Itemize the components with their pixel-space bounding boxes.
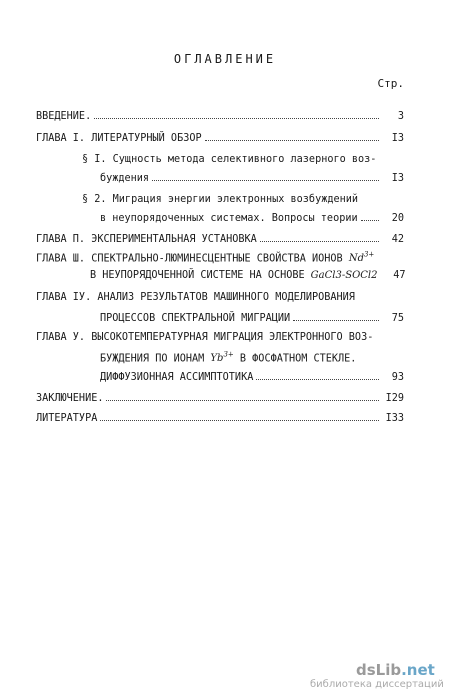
toc-label: ГЛАВА Ш. СПЕКТРАЛЬНО-ЛЮМИНЕСЦЕНТНЫЕ СВОЙСТВА ИОНОВ	[36, 253, 343, 265]
formula-text: GaCl3-SOCl2	[310, 270, 378, 281]
page-column-label: Стр.	[377, 77, 404, 90]
toc-label: буждения	[100, 173, 150, 184]
dot-leader	[94, 110, 379, 119]
toc-chapter-5-line-1: ГЛАВА У. ВЫСОКОТЕМПЕРАТУРНАЯ МИГРАЦИЯ ЭЛЕКТРОННОГО ВОЗ-	[36, 332, 374, 343]
toc-entry-chapter-4	[100, 312, 404, 324]
toc-page-number: 3	[397, 111, 404, 122]
toc-page-number: I3	[391, 173, 404, 184]
dot-leader	[205, 132, 379, 141]
toc-page-number: 93	[391, 372, 404, 383]
toc-label: В ФОСФАТНОМ СТЕКЛЕ.	[239, 353, 357, 365]
toc-page-number: I33	[385, 413, 404, 424]
toc-label: ВВЕДЕНИЕ.	[36, 111, 92, 122]
toc-page-number: I3	[391, 133, 404, 144]
toc-label: ЛИТЕРАТУРА	[36, 413, 98, 424]
toc-label: ГЛАВА П. ЭКСПЕРИМЕНТАЛЬНАЯ УСТАНОВКА	[36, 234, 257, 245]
toc-entry-chapter-3	[90, 270, 404, 281]
toc-page-number: 75	[391, 313, 404, 324]
toc-section-1-line-1: § I. Сущность метода селективного лазерного воз-	[82, 154, 377, 165]
toc-label: в неупорядоченных системах. Вопросы теории	[100, 213, 358, 224]
toc-page-number: 20	[391, 213, 404, 224]
toc-entry-literature	[36, 412, 404, 424]
dot-leader	[260, 233, 379, 242]
toc-label: ДИФФУЗИОННАЯ АССИМПТОТИКА	[100, 372, 254, 383]
toc-entry-conclusion	[36, 392, 404, 404]
watermark-subtitle: библиотека диссертаций	[310, 679, 444, 690]
toc-entry-chapter-2	[36, 233, 404, 245]
ion-symbol: $Nd^{3+}$	[348, 251, 375, 265]
toc-label: ПРОЦЕССОВ СПЕКТРАЛЬНОЙ МИГРАЦИИ	[100, 313, 291, 324]
dot-leader	[106, 392, 379, 401]
toc-label: ЗАКЛЮЧЕНИЕ.	[36, 393, 104, 404]
toc-label: ГЛАВА I. ЛИТЕРАТУРНЫЙ ОБЗОР	[36, 133, 202, 144]
toc-label: БУЖДЕНИЯ ПО ИОНАМ	[100, 353, 205, 365]
toc-label: В НЕУПОРЯДОЧЕННОЙ СИСТЕМЕ НА ОСНОВЕ	[90, 270, 305, 281]
toc-chapter-5-line-2	[100, 351, 356, 364]
toc-entry-chapter-1	[36, 132, 404, 144]
toc-entry-chapter-5	[100, 371, 404, 383]
toc-chapter-4-line-1: ГЛАВА IУ. АНАЛИЗ РЕЗУЛЬТАТОВ МАШИННОГО МОДЕЛИРОВАНИЯ	[36, 292, 355, 303]
dot-leader	[256, 371, 379, 380]
toc-page-number: 47	[393, 270, 406, 281]
ion-symbol: $Yb^{3+}$	[210, 351, 234, 365]
page-title: ОГЛАВЛЕНИЕ	[173, 52, 277, 66]
dot-leader	[100, 412, 379, 421]
toc-chapter-3-line-1	[36, 251, 374, 264]
toc-page-number: 42	[391, 234, 404, 245]
dot-leader	[293, 312, 379, 321]
dot-leader	[152, 172, 379, 181]
toc-section-2-line-1: § 2. Миграция энергии электронных возбуждений	[82, 194, 359, 205]
toc-entry-intro	[36, 110, 404, 122]
watermark-logo: dsLib.net	[356, 661, 435, 679]
dot-leader	[361, 212, 379, 221]
toc-entry-section-1	[100, 172, 404, 184]
toc-entry-section-2	[100, 212, 404, 224]
toc-page-number: I29	[385, 393, 404, 404]
